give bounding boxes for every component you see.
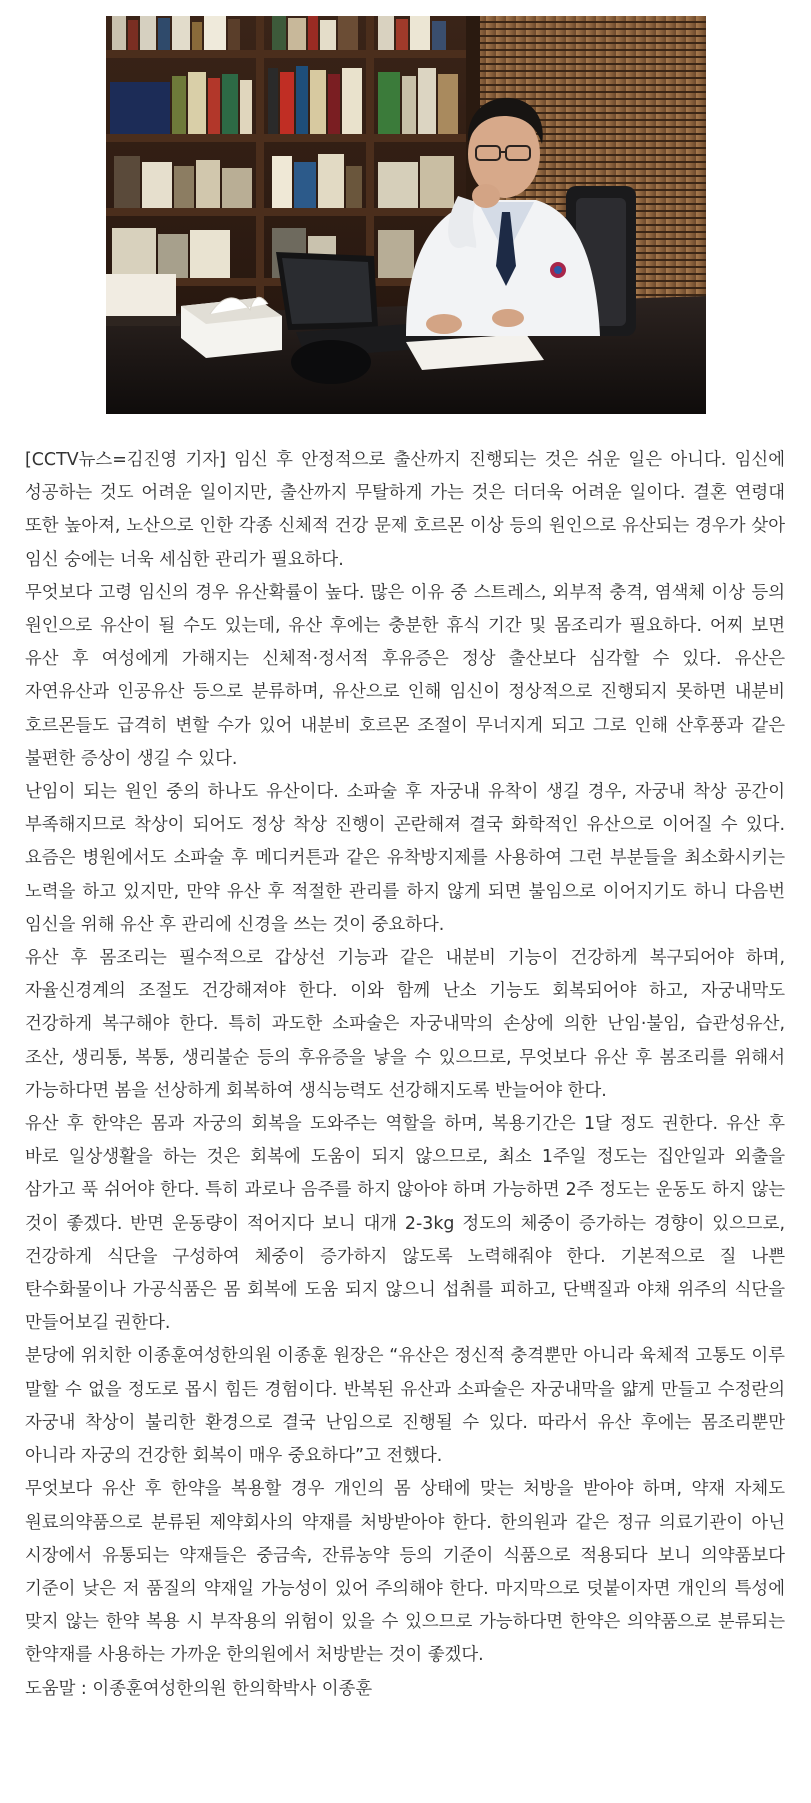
- paragraph-6: 분당에 위치한 이종훈여성한의원 이종훈 원장은 “유산은 정신적 충격뿐만 아니라 육체적 고통도 이루 말할 수 없을 정도로 몹시 힘든 경험이다. 반복된 유산과 소파술은 자궁내막을 얇게 만들고 수정란의 자궁내 착상이 불리한 환경으로 결국 난임으로 진행될 수 있다. 따라서 유산 후에는 몸조리뿐만 아니라 자궁의 건강한 회복이 매우 중요하다”고 전했다.: [25, 1346, 785, 1467]
- paragraph-4: 유산 후 몸조리는 필수적으로 갑상선 기능과 같은 내분비 기능이 건강하게 복구되어야 하며, 자율신경계의 조절도 건강해져야 한다. 이와 함께 난소 기능도 회복되어야 하고, 자궁내막도 건강하게 복구해야 한다. 특히 과도한 소파술은 자궁내막의 손상에 의한 난임·불임, 습관성유산, 조산, 생리통, 복통, 생리불순 등의 후유증을 낳을 수 있으므로, 무엇보다 유산 후 봄조리를 위해서 가능하다면 봄을 선상하게 회복하여 생식능력도 선강해지도록 반늘어야 한다.: [25, 948, 785, 1101]
- article-photo: [106, 16, 706, 414]
- doctor-office-photo: [106, 16, 706, 414]
- paragraph-2: 무엇보다 고령 임신의 경우 유산확률이 높다. 많은 이유 중 스트레스, 외부적 충격, 염색체 이상 등의 원인으로 유산이 될 수도 있는데, 유산 후에는 충분한 휴식 기간 및 몸조리가 필요하다. 어찌 보면 유산 후 여성에게 가해지는 신체적·정서적 후유증은 정상 출산보다 심각할 수 있다. 유산은 자연유산과 인공유산 등으로 분류하며, 유산으로 인해 임신이 정상적으로 진행되지 못하면 내분비 호르몬들도 급격히 변할 수가 있어 내분비 호르몬 조절이 무너지게 되고 그로 인해 산후풍과 같은 불편한 증상이 생길 수 있다.: [25, 582, 785, 769]
- paragraph-7: 무엇보다 유산 후 한약을 복용할 경우 개인의 몸 상태에 맞는 처방을 받아야 하며, 약재 자체도 원료의약품으로 분류된 제약회사의 약재를 처방받아야 한다. 한의원과 같은 정규 의료기관이 아닌 시장에서 유통되는 약재들은 중금속, 잔류농약 등의 기준이 식품으로 적용되다 보니 의약품보다 기준이 낮은 저 품질의 약재일 가능성이 있어 주의해야 한다. 마지막으로 덧붙이자면 개인의 특성에 맞지 않는 한약 복용 시 부작용의 위험이 있을 수 있으므로 가능하다면 한약은 의약품으로 분류되는 한약재를 사용하는 가까운 한의원에서 처방받는 것이 좋겠다.: [25, 1479, 785, 1666]
- article: [25, 16, 785, 1706]
- paragraph-3: 난임이 되는 원인 중의 하나도 유산이다. 소파술 후 자궁내 유착이 생길 경우, 자궁내 착상 공간이 부족해지므로 착상이 되어도 정상 착상 진행이 곤란해져 결국 화학적인 유산으로 이어질 수 있다. 요즘은 병원에서도 소파술 후 메디커튼과 같은 유착방지제를 사용하여 그런 부분들을 최소화시키는 노력을 하고 있지만, 만약 유산 후 적절한 관리를 하지 않게 되면 불임으로 이어지기도 하니 다음번 임신을 위해 유산 후 관리에 신경을 쓰는 것이 중요하다.: [25, 782, 785, 935]
- paragraph-1: [CCTV뉴스=김진영 기자] 임신 후 안정적으로 출산까지 진행되는 것은 쉬운 일은 아니다. 임신에 성공하는 것도 어려운 일이지만, 출산까지 무탈하게 가는 것은 더더욱 어려운 일이다. 결혼 연령대 또한 높아져, 노산으로 인한 각종 신체적 건강 문제 호르몬 이상 등의 원인으로 유산되는 경우가 샂아 임신 숭에는 너욱 세심한 관리가 필요하다.: [25, 450, 785, 570]
- article-body: [25, 444, 785, 1706]
- paragraph-5: 유산 후 한약은 몸과 자궁의 회복을 도와주는 역할을 하며, 복용기간은 1달 정도 권한다. 유산 후 바로 일상생활을 하는 것은 회복에 도움이 되지 않으므로, 최소 1주일 정도는 집안일과 외출을 삼가고 푹 쉬어야 한다. 특히 과로나 음주를 하지 않아야 하며 가능하면 2주 정도는 운동도 하지 않는 것이 좋겠다. 반면 운동량이 적어지다 보니 대개 2-3kg 정도의 체중이 증가하는 경향이 있으므로, 건강하게 식단을 구성하여 체중이 증가하지 않도록 노력해줘야 한다. 기본적으로 질 나쁜 탄수화물이나 가공식품은 몸 회복에 도움 되지 않으니 섭취를 피하고, 단백질과 야채 위주의 식단을 만들어보길 권한다.: [25, 1114, 785, 1334]
- article-credit: 도움말 : 이종훈여성한의원 한의학박사 이종훈: [25, 1678, 373, 1699]
